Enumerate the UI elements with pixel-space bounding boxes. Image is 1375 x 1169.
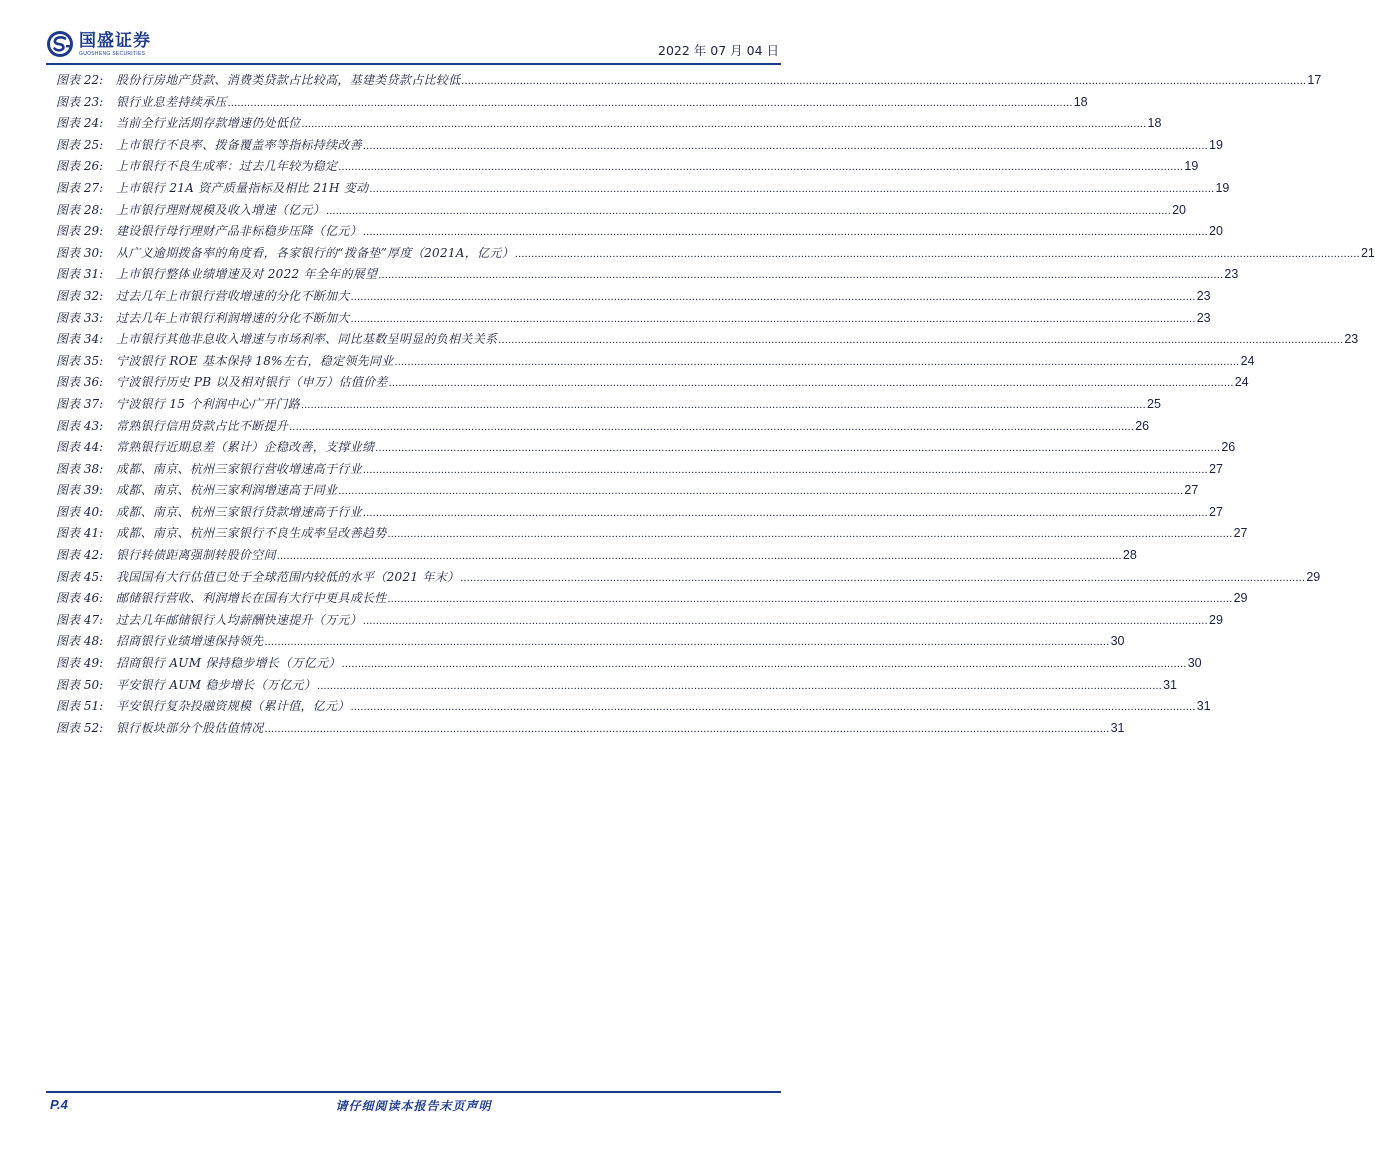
toc-page-number: 19 <box>1209 137 1223 152</box>
toc-dot-leader: .................................................................................................................................................................................................................................................................... <box>387 528 1233 541</box>
toc-entry[interactable] <box>56 329 1359 351</box>
toc-entry[interactable] <box>56 200 1187 222</box>
toc-dot-leader: .................................................................................................................................................................................................................................................................... <box>387 593 1233 606</box>
toc-figure-number: 图表 25: <box>56 137 104 152</box>
report-date: 2022 年 07 月 04 日 <box>658 43 779 58</box>
toc-figure-title: 建设银行母行理财产品非标稳步压降（亿元） <box>116 224 363 239</box>
toc-dot-leader: .................................................................................................................................................................................................................................................................... <box>341 658 1187 671</box>
footer-divider <box>46 1091 781 1093</box>
toc-figure-title: 银行板块部分个股估值情况 <box>116 720 264 735</box>
toc-dot-leader: .................................................................................................................................................................................................................................................................... <box>375 442 1221 455</box>
toc-entry[interactable] <box>56 502 1223 524</box>
toc-dot-leader: .................................................................................................................................................................................................................................................................... <box>363 614 1209 627</box>
toc-page-number: 29 <box>1306 569 1321 584</box>
toc-page-number: 31 <box>1163 677 1178 692</box>
toc-dot-leader: .................................................................................................................................................................................................................................................................... <box>326 204 1172 217</box>
toc-figure-number: 图表 39: <box>56 483 104 498</box>
toc-entry[interactable] <box>56 437 1236 459</box>
toc-page-number: 27 <box>1184 483 1199 498</box>
toc-page-number: 23 <box>1196 310 1211 325</box>
toc-figure-number: 图表 40: <box>56 504 104 519</box>
toc-entry[interactable] <box>56 286 1211 308</box>
toc-figure-number: 图表 34: <box>56 332 104 347</box>
toc-entry[interactable] <box>56 459 1223 481</box>
toc-entry[interactable] <box>56 718 1125 740</box>
toc-dot-leader: .................................................................................................................................................................................................................................................................... <box>338 485 1184 498</box>
toc-figure-title: 我国国有大行估值已处于全球范围内较低的水平（2021 年末） <box>116 569 460 584</box>
toc-figure-title: 宁波银行 ROE 基本保持 18%左右，稳定领先同业 <box>116 353 394 368</box>
toc-figure-number: 图表 23: <box>56 94 104 109</box>
toc-figure-number: 图表 28: <box>56 202 104 217</box>
toc-dot-leader: .................................................................................................................................................................................................................................................................... <box>388 377 1234 390</box>
guosheng-logo-icon <box>46 30 74 58</box>
toc-figure-number: 图表 48: <box>56 634 104 649</box>
toc-figure-title: 平安银行复杂投融资规模（累计值，亿元） <box>116 699 350 714</box>
toc-page-number: 23 <box>1344 332 1359 347</box>
toc-figure-title: 股份行房地产贷款、消费类贷款占比较高，基建类贷款占比较低 <box>116 73 461 87</box>
toc-figure-title: 成都、南京、杭州三家银行营收增速高于行业 <box>116 461 363 476</box>
toc-figure-number: 图表 24: <box>56 116 104 131</box>
toc-figure-title: 宁波银行历史 PB 以及相对银行（申万）估值价差 <box>116 375 388 390</box>
toc-entry[interactable] <box>56 545 1137 567</box>
toc-entry[interactable] <box>56 588 1248 610</box>
toc-figure-title: 成都、南京、杭州三家银行贷款增速高于行业 <box>116 504 363 519</box>
toc-dot-leader: .................................................................................................................................................................................................................................................................... <box>338 161 1184 174</box>
toc-figure-number: 图表 29: <box>56 224 104 239</box>
toc-figure-title: 上市银行不良生成率：过去几年较为稳定 <box>116 159 338 174</box>
page-number: P.4 <box>50 1097 68 1112</box>
toc-figure-title: 常熟银行信用贷款占比不断提升 <box>116 418 289 433</box>
toc-entry[interactable] <box>56 70 1322 92</box>
toc-figure-number: 图表 38: <box>56 461 104 476</box>
toc-entry[interactable] <box>56 113 1162 135</box>
toc-page-number: 27 <box>1209 504 1223 519</box>
toc-dot-leader: .................................................................................................................................................................................................................................................................... <box>227 96 1073 109</box>
toc-page-number: 21 <box>1360 245 1375 260</box>
toc-figure-title: 过去几年上市银行营收增速的分化不断加大 <box>116 288 350 303</box>
toc-figure-number: 图表 33: <box>56 310 104 325</box>
toc-page-number: 17 <box>1307 73 1322 87</box>
toc-figure-number: 图表 44: <box>56 440 104 455</box>
toc-dot-leader: .................................................................................................................................................................................................................................................................... <box>363 139 1209 152</box>
toc-dot-leader: .................................................................................................................................................................................................................................................................... <box>461 75 1307 87</box>
toc-figure-number: 图表 49: <box>56 656 104 671</box>
toc-dot-leader: .................................................................................................................................................................................................................................................................... <box>363 463 1209 476</box>
toc-figure-title: 上市银行其他非息收入增速与市场利率、同比基数呈明显的负相关关系 <box>116 332 498 347</box>
toc-figure-title: 银行转债距离强制转股价空间 <box>116 548 276 563</box>
toc-page-number: 29 <box>1233 591 1248 606</box>
toc-entry[interactable] <box>56 631 1125 653</box>
toc-entry[interactable] <box>56 610 1223 632</box>
toc-figure-title: 上市银行 21A 资产质量指标及相比 21H 变动 <box>116 180 369 195</box>
toc-figure-number: 图表 37: <box>56 396 104 411</box>
toc-entry[interactable] <box>56 416 1150 438</box>
toc-figure-title: 银行业息差持续承压 <box>116 94 227 109</box>
toc-page-number: 31 <box>1196 699 1211 714</box>
toc-dot-leader: .................................................................................................................................................................................................................................................................... <box>301 118 1147 131</box>
toc-entry[interactable] <box>56 135 1223 157</box>
toc-figure-title: 从广义逾期拨备率的角度看，各家银行的“拨备垫”厚度（2021A，亿元） <box>116 245 514 260</box>
toc-entry[interactable] <box>56 372 1249 394</box>
toc-figure-number: 图表 42: <box>56 548 104 563</box>
toc-dot-leader: .................................................................................................................................................................................................................................................................... <box>350 312 1196 325</box>
toc-figure-title: 招商银行 AUM 保持稳步增长（万亿元） <box>116 656 341 671</box>
toc-dot-leader: .................................................................................................................................................................................................................................................................... <box>363 226 1209 239</box>
toc-entry[interactable] <box>56 351 1255 373</box>
toc-figure-title: 宁波银行 15 个利润中心广开门路 <box>116 396 300 411</box>
toc-figure-title: 成都、南京、杭州三家银行不良生成率呈改善趋势 <box>116 526 387 541</box>
toc-figure-number: 图表 43: <box>56 418 104 433</box>
toc-page-number: 31 <box>1110 720 1125 735</box>
toc-figure-title: 常熟银行近期息差（累计）企稳改善，支撑业绩 <box>116 440 375 455</box>
toc-figure-number: 图表 41: <box>56 526 104 541</box>
toc-page-number: 20 <box>1172 202 1187 217</box>
toc-dot-leader: .................................................................................................................................................................................................................................................................... <box>369 182 1215 195</box>
toc-dot-leader: .................................................................................................................................................................................................................................................................... <box>460 571 1306 584</box>
toc-figure-number: 图表 36: <box>56 375 104 390</box>
toc-figure-title: 过去几年邮储银行人均薪酬快速提升（万元） <box>116 612 363 627</box>
toc-figure-number: 图表 51: <box>56 699 104 714</box>
toc-page-number: 30 <box>1110 634 1125 649</box>
toc-figure-title: 邮储银行营收、利润增长在国有大行中更具成长性 <box>116 591 387 606</box>
toc-entry[interactable] <box>56 653 1202 675</box>
logo-subtitle: GUOSHENG SECURITIES <box>79 51 146 57</box>
toc-figure-number: 图表 47: <box>56 612 104 627</box>
toc-page-number: 28 <box>1122 548 1137 563</box>
toc-dot-leader: .................................................................................................................................................................................................................................................................... <box>350 290 1196 303</box>
toc-figure-number: 图表 35: <box>56 353 104 368</box>
toc-entry[interactable] <box>56 264 1239 286</box>
toc-page-number: 24 <box>1240 353 1255 368</box>
toc-dot-leader: .................................................................................................................................................................................................................................................................... <box>498 334 1344 347</box>
toc-entry[interactable] <box>56 243 1375 265</box>
toc-entry[interactable] <box>56 308 1211 330</box>
toc-dot-leader: .................................................................................................................................................................................................................................................................... <box>301 398 1146 411</box>
toc-figure-title: 上市银行整体业绩增速及对 2022 年全年的展望 <box>116 267 378 282</box>
toc-page-number: 18 <box>1147 116 1162 131</box>
toc-figure-title: 上市银行理财规模及收入增速（亿元） <box>116 202 326 217</box>
page-header <box>46 26 781 62</box>
toc-page-number: 27 <box>1233 526 1248 541</box>
toc-dot-leader: .................................................................................................................................................................................................................................................................... <box>394 355 1240 368</box>
toc-figure-number: 图表 31: <box>56 267 104 282</box>
toc-figure-number: 图表 50: <box>56 677 104 692</box>
toc-entry[interactable] <box>56 675 1178 697</box>
toc-figure-title: 当前全行业活期存款增速仍处低位 <box>116 116 301 131</box>
toc-page-number: 23 <box>1196 288 1211 303</box>
figure-table-of-contents <box>56 70 1375 739</box>
toc-entry[interactable] <box>56 92 1088 114</box>
toc-figure-number: 图表 32: <box>56 288 104 303</box>
toc-figure-number: 图表 30: <box>56 245 104 260</box>
toc-dot-leader: .................................................................................................................................................................................................................................................................... <box>317 679 1163 692</box>
toc-figure-title: 招商银行业绩增速保持领先 <box>116 634 264 649</box>
toc-figure-number: 图表 46: <box>56 591 104 606</box>
toc-entry[interactable] <box>56 156 1199 178</box>
toc-entry[interactable] <box>56 480 1199 502</box>
toc-dot-leader: .................................................................................................................................................................................................................................................................... <box>276 550 1122 563</box>
toc-figure-title: 平安银行 AUM 稳步增长（万亿元） <box>116 677 317 692</box>
toc-page-number: 18 <box>1073 94 1088 109</box>
company-logo[interactable] <box>46 26 151 62</box>
toc-figure-title: 过去几年上市银行利润增速的分化不断加大 <box>116 310 350 325</box>
toc-figure-number: 图表 26: <box>56 159 104 174</box>
toc-dot-leader: .................................................................................................................................................................................................................................................................... <box>378 269 1224 282</box>
toc-entry[interactable] <box>56 567 1321 589</box>
toc-page-number: 29 <box>1209 612 1223 627</box>
toc-figure-number: 图表 45: <box>56 569 104 584</box>
toc-page-number: 20 <box>1209 224 1223 239</box>
toc-entry[interactable] <box>56 178 1230 200</box>
toc-entry[interactable] <box>56 523 1248 545</box>
toc-figure-title: 上市银行不良率、拨备覆盖率等指标持续改善 <box>116 137 363 152</box>
toc-dot-leader: .................................................................................................................................................................................................................................................................... <box>264 636 1110 649</box>
toc-page-number: 19 <box>1215 180 1230 195</box>
toc-page-number: 26 <box>1135 418 1150 433</box>
toc-entry[interactable] <box>56 696 1211 718</box>
toc-figure-number: 图表 22: <box>56 73 104 87</box>
toc-dot-leader: .................................................................................................................................................................................................................................................................... <box>264 722 1110 735</box>
toc-entry[interactable] <box>56 221 1223 243</box>
toc-figure-title: 成都、南京、杭州三家利润增速高于同业 <box>116 483 338 498</box>
toc-dot-leader: .................................................................................................................................................................................................................................................................... <box>363 506 1209 519</box>
toc-page-number: 19 <box>1184 159 1199 174</box>
toc-page-number: 25 <box>1147 396 1161 411</box>
toc-page-number: 26 <box>1221 440 1236 455</box>
toc-page-number: 23 <box>1224 267 1239 282</box>
logo-name: 国盛证券 <box>79 31 151 51</box>
toc-page-number: 27 <box>1209 461 1223 476</box>
toc-entry[interactable] <box>56 394 1161 416</box>
header-divider <box>46 63 781 65</box>
toc-dot-leader: .................................................................................................................................................................................................................................................................... <box>514 247 1360 260</box>
disclaimer-note: 请仔细阅读本报告末页声明 <box>335 1099 492 1113</box>
toc-figure-number: 图表 27: <box>56 180 104 195</box>
toc-figure-number: 图表 52: <box>56 720 104 735</box>
toc-page-number: 30 <box>1187 656 1202 671</box>
toc-page-number: 24 <box>1234 375 1249 390</box>
toc-dot-leader: .................................................................................................................................................................................................................................................................... <box>350 701 1196 714</box>
toc-dot-leader: .................................................................................................................................................................................................................................................................... <box>289 420 1135 433</box>
